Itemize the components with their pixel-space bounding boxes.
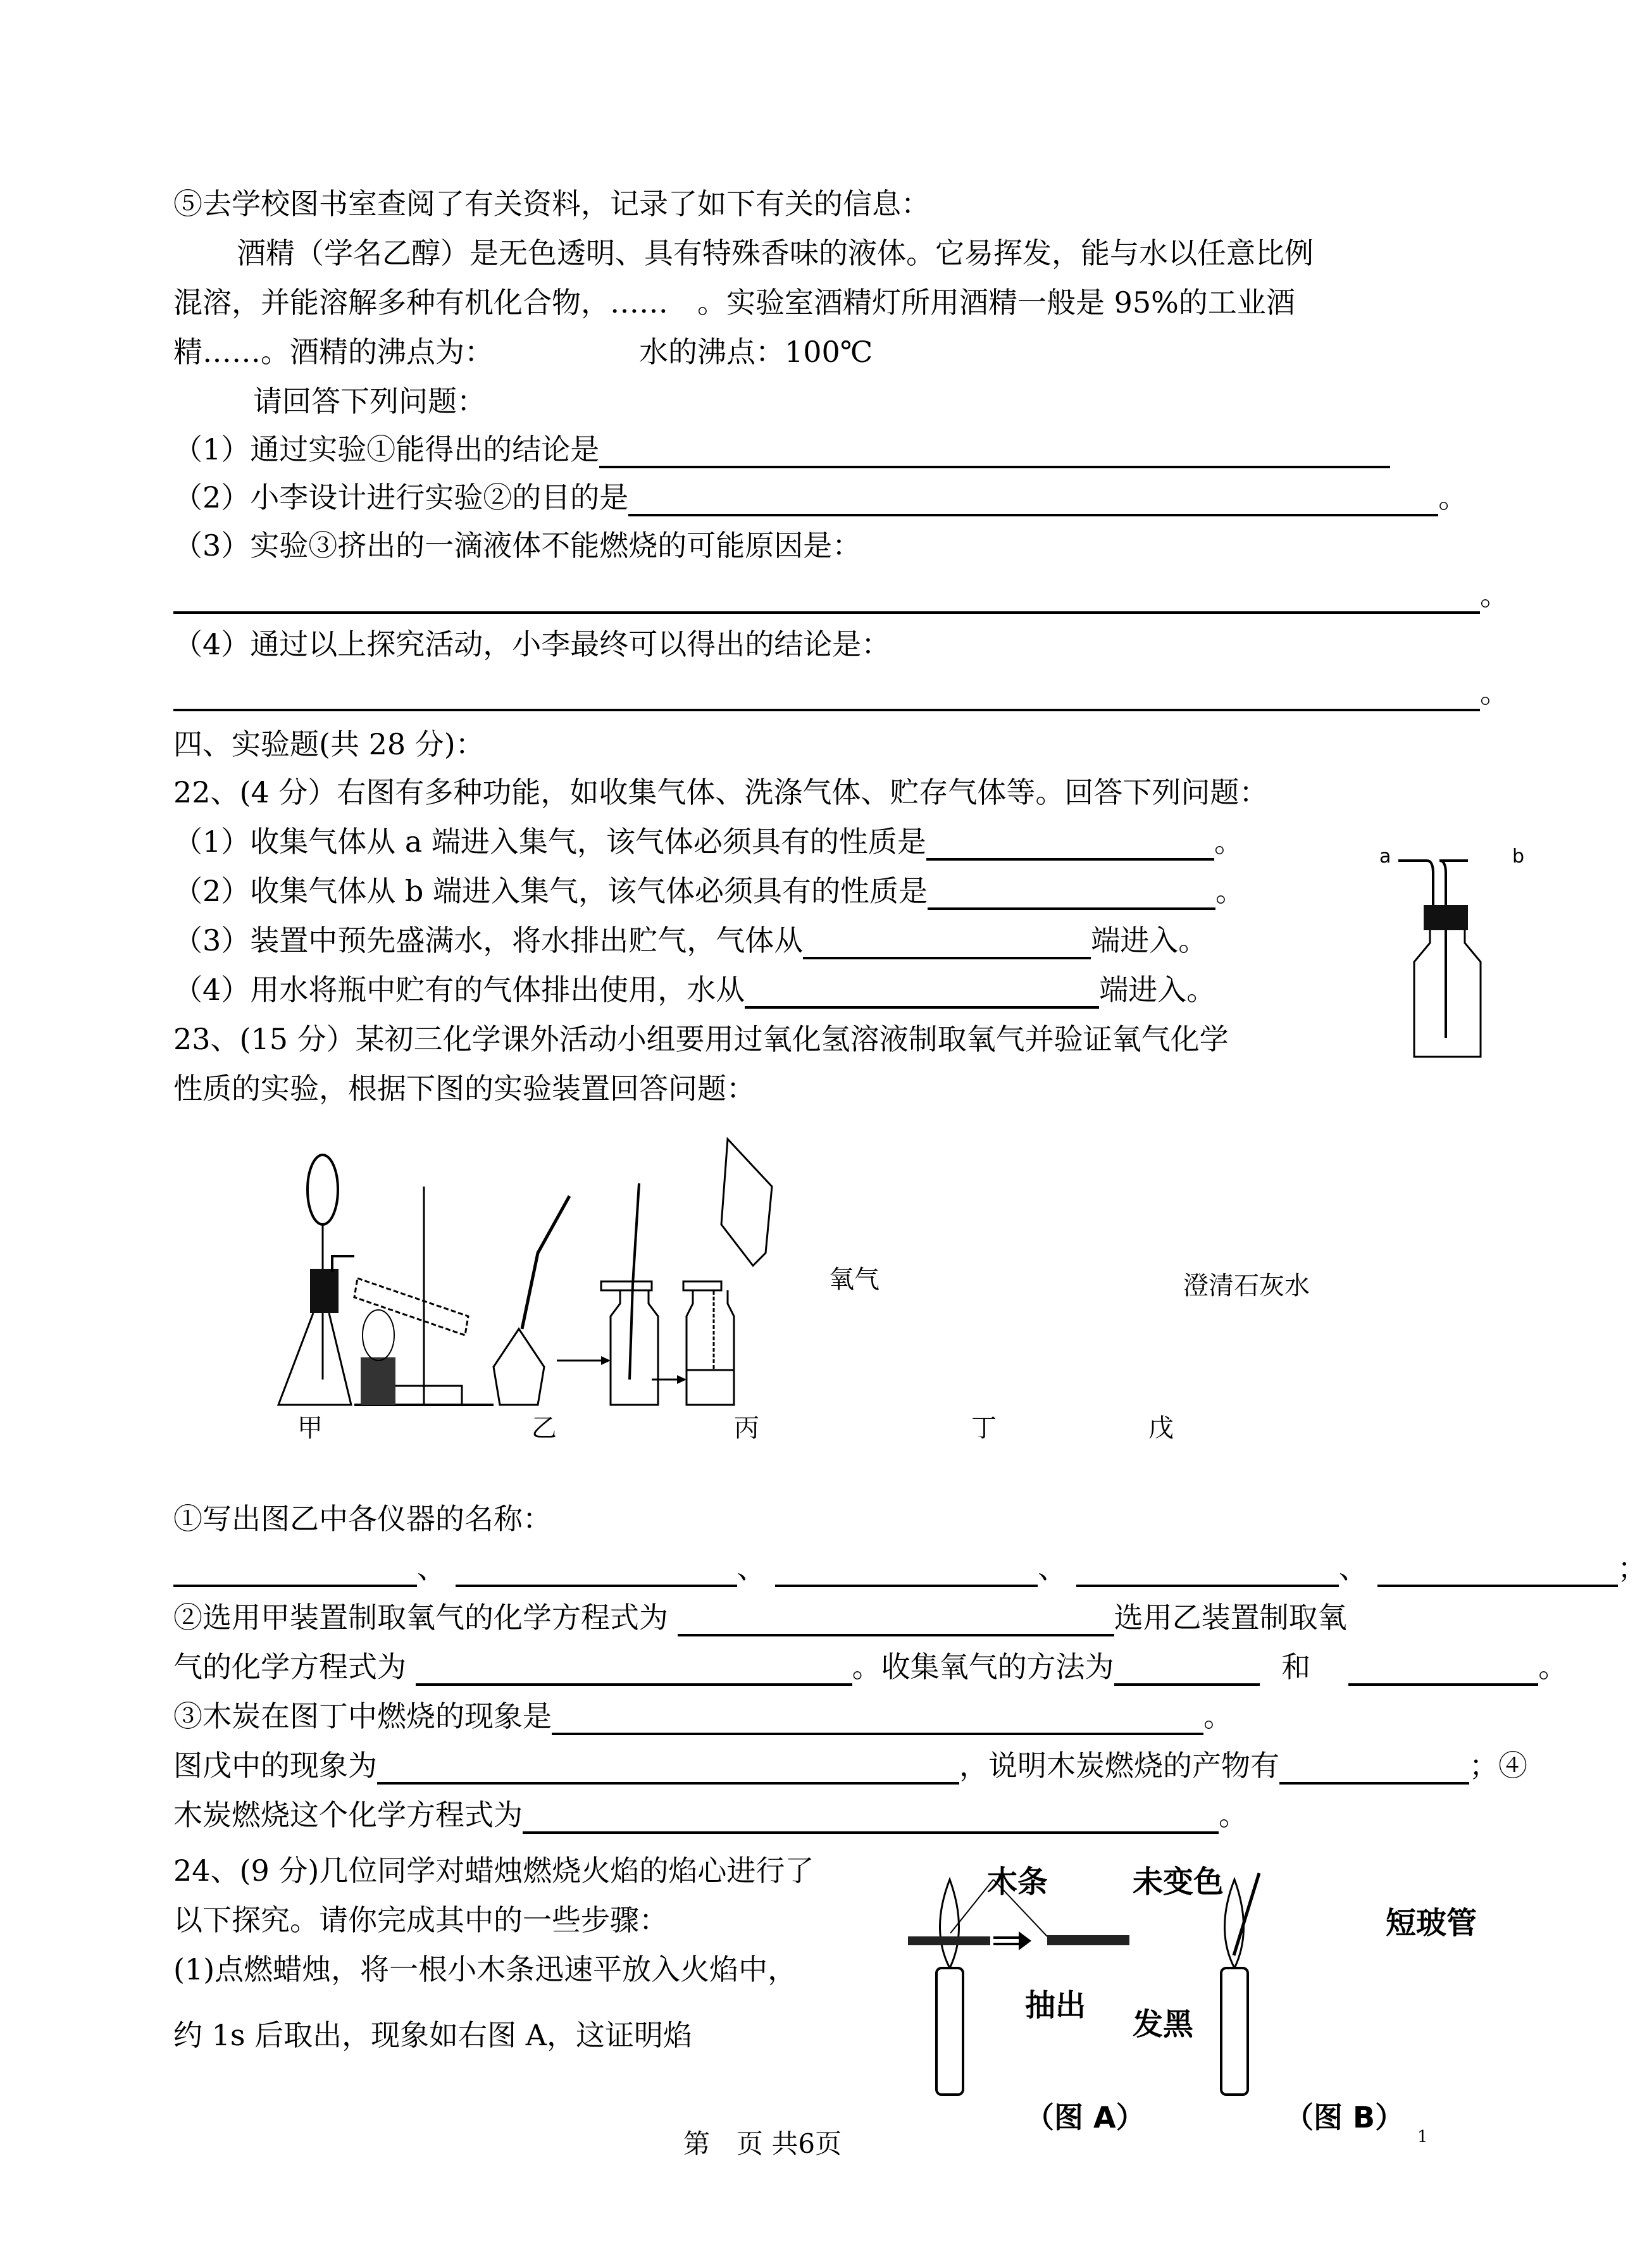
info-line-1: 酒精（学名乙醇）是无色透明、具有特殊香味的液体。它易挥发，能与水以任意比例	[237, 236, 1314, 270]
fig-label-oxygen: 氧气	[829, 1265, 879, 1294]
section-title: 四、实验题(共 28 分)：	[173, 727, 485, 761]
fig-label-stick: 木条	[987, 1864, 1048, 1900]
info-line-3a: 精……。酒精的沸点为：	[173, 335, 494, 369]
q21-p3-label: （3）实验③挤出的一滴液体不能燃烧的可能原因是：	[173, 528, 862, 563]
period: 。	[1203, 1699, 1233, 1733]
q22-part2	[173, 872, 1245, 910]
q23-s3b: 图戊中的现象为	[173, 1748, 377, 1783]
instrument-name-3[interactable]	[775, 1554, 1038, 1587]
fig-label-a-caption: （图 A）	[1025, 2100, 1145, 2134]
q23-s2-line1	[173, 1598, 1347, 1636]
q21-p2-label: （2）小李设计进行实验②的目的是	[173, 480, 629, 514]
instrument-name-5[interactable]	[1377, 1554, 1618, 1587]
collect-method-2[interactable]	[1348, 1653, 1538, 1686]
q24-line-1: 24、(9 分)几位同学对蜡烛燃烧火焰的焰心进行了	[173, 1854, 814, 1888]
fig-label-bing: 丙	[734, 1414, 759, 1443]
period: 。	[1214, 825, 1243, 859]
q21-p3-answer[interactable]	[173, 581, 1480, 614]
q21-part3-line	[173, 576, 1509, 614]
q22-p1-answer[interactable]	[926, 828, 1214, 861]
q23-s3a: ③木炭在图丁中燃烧的现象是	[173, 1699, 552, 1733]
q23-s3-line2	[173, 1747, 1527, 1785]
fig-label-jia: 甲	[297, 1414, 323, 1443]
info-line-3b: 水的沸点：100℃	[639, 335, 873, 369]
equation-jia-answer[interactable]	[678, 1604, 1114, 1636]
q22-p4-answer[interactable]	[745, 976, 1099, 1009]
q23-names-row	[173, 1549, 1647, 1587]
q21-p4-label: （4）通过以上探究活动，小李最终可以得出的结论是：	[173, 627, 891, 661]
sep: 、	[1338, 1551, 1368, 1585]
q23-s2d: 。收集氧气的方法为	[852, 1650, 1114, 1684]
fig-label-a: a	[1379, 845, 1391, 868]
prompt: 请回答下列问题：	[253, 384, 486, 418]
gas-bottle-figure	[1379, 848, 1544, 1063]
wu-phenomenon-answer[interactable]	[377, 1752, 959, 1785]
q22-p4-label: （4）用水将瓶中贮有的气体排出使用，水从	[173, 973, 745, 1007]
q23-s3d: ；④	[1469, 1748, 1527, 1783]
q22-part3	[173, 921, 1207, 959]
fig-label-tube: 短玻管	[1386, 1905, 1477, 1941]
instrument-name-1[interactable]	[173, 1554, 417, 1587]
period: 。	[1538, 1650, 1568, 1684]
instrument-name-2[interactable]	[456, 1554, 737, 1587]
period: 。	[1215, 874, 1245, 908]
bottle-ding	[601, 1183, 687, 1405]
q24-line-4: 约 1s 后取出，现象如右图 A，这证明焰	[173, 2018, 692, 2052]
candle-b	[1221, 1873, 1259, 2095]
q23-s2b: 选用乙装置制取氧	[1114, 1600, 1347, 1635]
ding-phenomenon-answer[interactable]	[552, 1702, 1203, 1735]
fig-label-limewater: 澄清石灰水	[1183, 1271, 1310, 1300]
info-line-2: 混溶，并能溶解多种有机化合物，…… 。实验室酒精灯所用酒精一般是 95%的工业酒	[173, 285, 1295, 320]
fig-label-ding: 丁	[971, 1414, 997, 1443]
product-answer[interactable]	[1279, 1752, 1469, 1785]
fig-label-yi: 乙	[531, 1414, 557, 1443]
equation-yi-answer[interactable]	[416, 1653, 852, 1686]
q21-p1-answer[interactable]	[599, 435, 1390, 468]
page-mark: 1	[1417, 2128, 1428, 2146]
q23-stem-2: 性质的实验，根据下图的实验装置回答问题：	[173, 1071, 755, 1106]
q23-s2-line2	[173, 1648, 1567, 1686]
q22-p2-label: （2）收集气体从 b 端进入集气，该气体必须具有的性质是	[173, 874, 928, 908]
q21-part4-line	[173, 673, 1509, 711]
suffix: 端进入。	[1091, 923, 1208, 957]
q22-stem: 22、(4 分）右图有多种功能，如收集气体、洗涤气体、贮存气体等。回答下列问题：	[173, 775, 1269, 809]
sep: 、	[1038, 1551, 1067, 1585]
fig-label-unchanged: 未变色	[1133, 1864, 1224, 1900]
q23-s2e: 和	[1281, 1650, 1311, 1684]
candle-a	[908, 1879, 1129, 2095]
q22-p3-label: （3）装置中预先盛满水，将水排出贮气，气体从	[173, 923, 804, 957]
tongs-bing	[494, 1196, 611, 1405]
instrument-name-4[interactable]	[1076, 1554, 1339, 1587]
period: 。	[1438, 480, 1468, 514]
fig-label-black: 发黑	[1133, 2007, 1194, 2042]
stand-yi	[354, 1187, 494, 1405]
q22-p1-label: （1）收集气体从 a 端进入集气，该气体必须具有的性质是	[173, 825, 926, 859]
item5-text: ⑤去学校图书室查阅了有关资料，记录了如下有关的信息：	[173, 187, 930, 221]
q23-stem-1: 23、(15 分）某初三化学课外活动小组要用过氧化氢溶液制取氧气并验证氧气化学	[173, 1022, 1229, 1056]
flask-jia	[278, 1155, 354, 1405]
q23-s1: ①写出图乙中各仪器的名称：	[173, 1502, 552, 1536]
suffix: 端进入。	[1099, 973, 1216, 1007]
period: 。	[1480, 578, 1509, 612]
page-footer: 第 页 共6页	[683, 2128, 842, 2159]
bottle-wu	[683, 1139, 772, 1405]
q22-part1	[173, 823, 1243, 861]
q22-part4	[173, 971, 1215, 1009]
sep: 、	[417, 1551, 446, 1585]
q23-s3c: ，说明木炭燃烧的产物有	[959, 1748, 1279, 1783]
q23-s4-line	[173, 1796, 1248, 1834]
period: 。	[1219, 1798, 1248, 1832]
fig-label-b-caption: （图 B）	[1284, 2100, 1405, 2134]
semicolon: ；	[1617, 1551, 1647, 1585]
q24-line-3: (1)点燃蜡烛，将一根小木条迅速平放入火焰中，	[173, 1952, 797, 1986]
q21-part2	[173, 478, 1467, 516]
q23-s2c: 气的化学方程式为	[173, 1650, 406, 1684]
q21-p4-answer[interactable]	[173, 678, 1480, 711]
q23-s4: 木炭燃烧这个化学方程式为	[173, 1798, 523, 1832]
fig-label-wu: 戊	[1148, 1414, 1174, 1443]
q21-p1-label: （1）通过实验①能得出的结论是	[173, 432, 600, 466]
period: 。	[1480, 675, 1509, 709]
q22-p2-answer[interactable]	[928, 877, 1215, 910]
fig-label-pull: 抽出	[1025, 1988, 1086, 2023]
collect-method-1[interactable]	[1114, 1653, 1260, 1686]
q22-p3-answer[interactable]	[803, 926, 1091, 959]
q21-p2-answer[interactable]	[628, 483, 1438, 516]
q24-line-2: 以下探究。请你完成其中的一些步骤：	[173, 1903, 668, 1937]
sep: 、	[736, 1551, 766, 1585]
q23-s2a: ②选用甲装置制取氧气的化学方程式为	[173, 1600, 668, 1635]
charcoal-equation-answer[interactable]	[523, 1801, 1219, 1834]
fig-label-b: b	[1512, 845, 1525, 868]
q23-s3-line1	[173, 1697, 1233, 1735]
q21-part1	[173, 430, 1390, 468]
